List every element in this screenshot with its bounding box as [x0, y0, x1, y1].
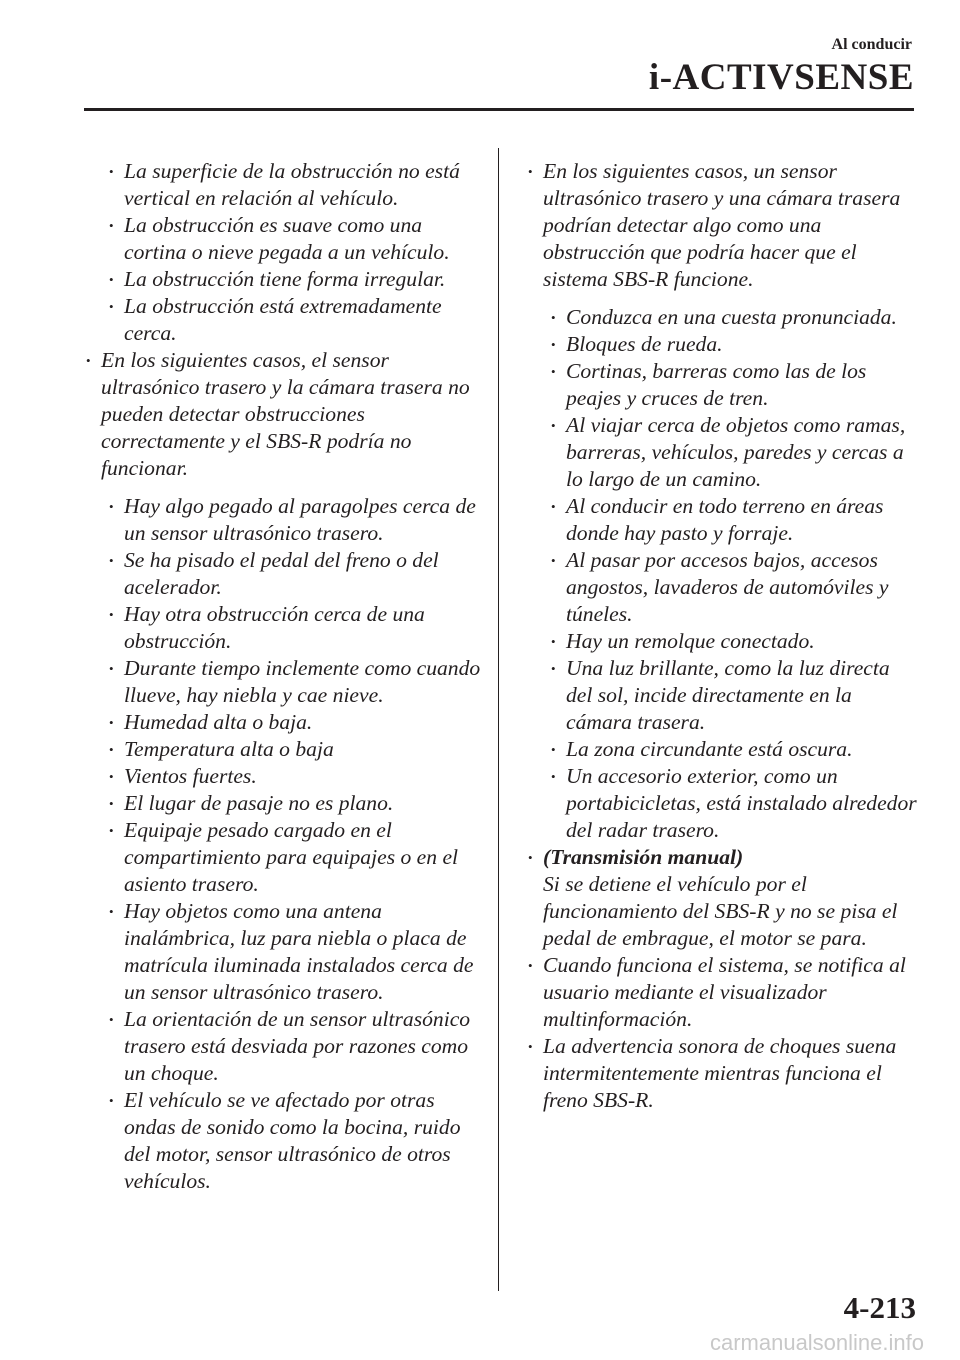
list-item: • La obstrucción es suave como una cortina o nieve pegada a un vehículo.: [107, 212, 484, 266]
list-item: • Hay objetos como una antena inalámbrica, luz para niebla o placa de matrícula iluminada instalados cerca de un sensor ultrasónico trasero.: [107, 898, 484, 1006]
manual-transmission-item: [526, 844, 918, 952]
list-item: • Al viajar cerca de objetos como ramas, barreras, vehículos, paredes y cercas a lo largo de un camino.: [549, 412, 918, 493]
list-item: • Temperatura alta o baja: [107, 736, 484, 763]
list-item: • La obstrucción tiene forma irregular.: [107, 266, 484, 293]
column-divider: [498, 148, 499, 1291]
list-item: • Una luz brillante, como la luz directa del sol, incide directamente en la cámara trasera.: [549, 655, 918, 736]
manual-transmission-text: Si se detiene el vehículo por el funcionamiento del SBS-R y no se pisa el pedal de embrague, el motor se para.: [543, 872, 898, 950]
list-item: • Durante tiempo inclemente como cuando llueve, hay niebla y cae nieve.: [107, 655, 484, 709]
header-rule: [84, 108, 914, 111]
list-item: • Hay otra obstrucción cerca de una obstrucción.: [107, 601, 484, 655]
right-column: [526, 158, 918, 1114]
list-item: • La superficie de la obstrucción no está vertical en relación al vehículo.: [107, 158, 484, 212]
list-item: • Vientos fuertes.: [107, 763, 484, 790]
list-item: • Cuando funciona el sistema, se notifica al usuario mediante el visualizador multinformación.: [526, 952, 918, 1033]
list-item: • El vehículo se ve afectado por otras ondas de sonido como la bocina, ruido del motor, sensor ultrasónico de otros vehículos.: [107, 1087, 484, 1195]
header-section-label: Al conducir: [831, 36, 912, 53]
list-item: • Humedad alta o baja.: [107, 709, 484, 736]
list-item: • Bloques de rueda.: [549, 331, 918, 358]
list-item: • La obstrucción está extremadamente cerca.: [107, 293, 484, 347]
list-item: • En los siguientes casos, un sensor ultrasónico trasero y una cámara trasera podrían detectar algo como una obstrucción que podría hacer que el sistema SBS-R funcione.: [526, 158, 918, 293]
list-item: • Se ha pisado el pedal del freno o del acelerador.: [107, 547, 484, 601]
list-item: • Conduzca en una cuesta pronunciada.: [549, 304, 918, 331]
list-item: • Hay algo pegado al paragolpes cerca de un sensor ultrasónico trasero.: [107, 493, 484, 547]
page-number: 4-213: [843, 1290, 916, 1325]
list-item: • Cortinas, barreras como las de los peajes y cruces de tren.: [549, 358, 918, 412]
watermark: carmanualsonline.info: [709, 1330, 924, 1355]
list-item: • La orientación de un sensor ultrasónico trasero está desviada por razones como un choque.: [107, 1006, 484, 1087]
list-item: • La advertencia sonora de choques suena intermitentemente mientras funciona el freno SBS-R.: [526, 1033, 918, 1114]
list-item: • Al pasar por accesos bajos, accesos angostos, lavaderos de automóviles y túneles.: [549, 547, 918, 628]
left-column: [84, 158, 484, 1195]
manual-transmission-heading: • (Transmisión manual): [543, 845, 744, 869]
list-item: • Al conducir en todo terreno en áreas donde hay pasto y forraje.: [549, 493, 918, 547]
list-item: • La zona circundante está oscura.: [549, 736, 918, 763]
header-title: i-ACTIVSENSE: [648, 57, 914, 98]
list-item: • En los siguientes casos, el sensor ultrasónico trasero y la cámara trasera no pueden detectar obstrucciones correctamente y el SBS-R podría no funcionar.: [84, 347, 484, 482]
list-item: • Hay un remolque conectado.: [549, 628, 918, 655]
list-item: • Equipaje pesado cargado en el compartimiento para equipajes o en el asiento trasero.: [107, 817, 484, 898]
list-item: • El lugar de pasaje no es plano.: [107, 790, 484, 817]
list-item: • Un accesorio exterior, como un portabicicletas, está instalado alrededor del radar trasero.: [549, 763, 918, 844]
